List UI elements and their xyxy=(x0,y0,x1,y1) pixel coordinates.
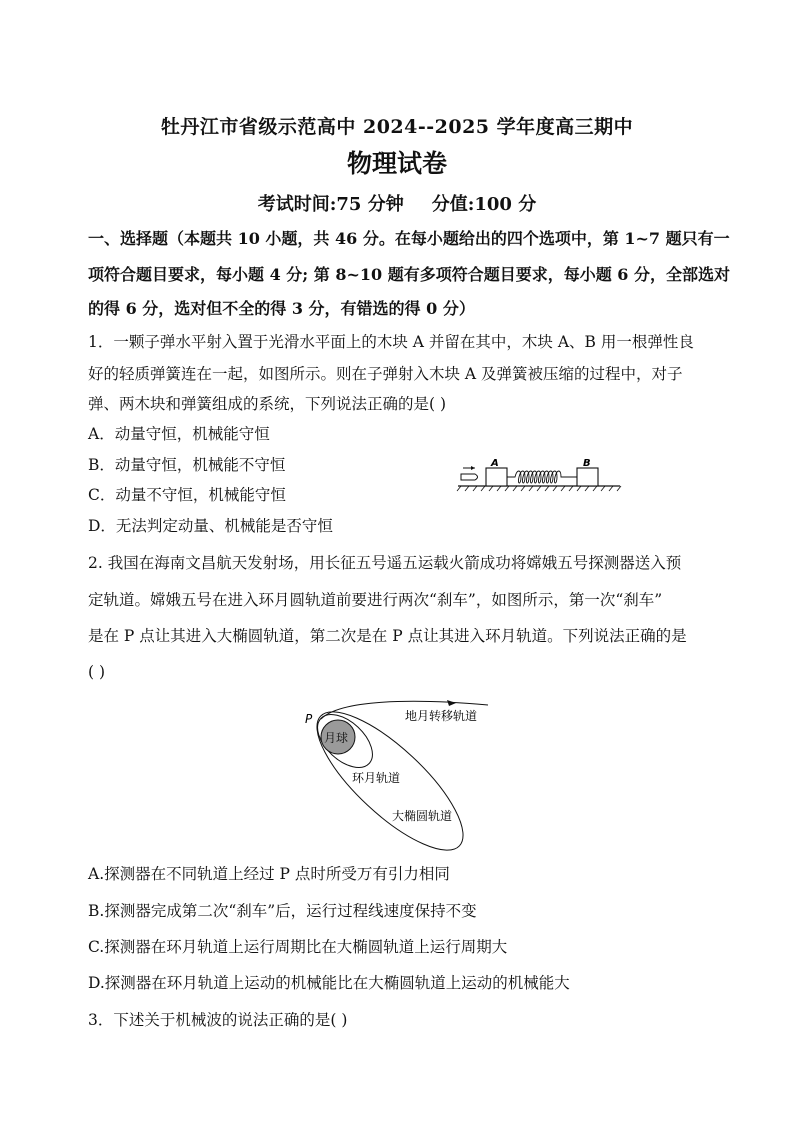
q2-stem-line-3: 是在 P 点让其进入大椭圆轨道，第二次是在 P 点让其进入环月轨道。下列说法正确的是 xyxy=(88,627,687,645)
transfer-arrow-icon xyxy=(447,700,456,706)
bullet-icon xyxy=(461,474,478,480)
exam-info xyxy=(0,190,794,216)
q1-option-a: A．动量守恒，机械能守恒 xyxy=(88,425,270,443)
lunar-orbit-label: 环月轨道 xyxy=(352,771,401,785)
q3-stem-line-1: 3．下述关于机械波的说法正确的是( ) xyxy=(88,1011,348,1029)
q2-orbit-figure xyxy=(300,692,510,857)
transfer-orbit-label: 地月转移轨道 xyxy=(405,709,478,723)
velocity-arrowhead-icon xyxy=(471,466,475,470)
subject-title: 物理试卷 xyxy=(346,149,447,178)
point-p-label: P xyxy=(305,712,313,726)
block-a-label: A xyxy=(491,458,499,469)
section-instructions-line-3: 的得 6 分，选对但不全的得 3 分，有错选的得 0 分） xyxy=(88,299,475,318)
block-b-label: B xyxy=(583,458,591,469)
q2-stem-line-2: 定轨道。嫦娥五号在进入环月圆轨道前要进行两次“刹车”，如图所示，第一次“刹车” xyxy=(88,591,663,609)
section-instructions-line-2: 项符合题目要求，每小题 4 分; 第 8~10 题有多项符合题目要求，每小题 6 分，全部选对 xyxy=(88,265,730,284)
school-title: 牡丹江市省级示范高中 2024--2025 学年度高三期中 xyxy=(160,116,634,138)
q1-spring-block-figure xyxy=(455,455,625,495)
q1-stem-line-1: 1．一颗子弹水平射入置于光滑水平面上的木块 A 并留在其中，木块 A、B 用一根弹性良 xyxy=(88,333,694,351)
q1-option-b: B．动量守恒，机械能不守恒 xyxy=(88,456,286,474)
q2-option-c: C.探测器在环月轨道上运行周期比在大椭圆轨道上运行周期大 xyxy=(88,938,508,956)
spring xyxy=(507,471,577,483)
q2-stem-line-1: 2. 我国在海南文昌航天发射场，用长征五号遥五运载火箭成功将嫦娥五号探测器送入预 xyxy=(88,554,682,572)
q1-stem-line-3: 弹、两木块和弹簧组成的系统，下列说法正确的是( ) xyxy=(88,395,447,413)
q1-stem-line-2: 好的轻质弹簧连在一起，如图所示。则在子弹射入木块 A 及弹簧被压缩的过程中，对子 xyxy=(88,365,683,383)
q2-option-b: B.探测器完成第二次“刹车”后，运行过程线速度保持不变 xyxy=(88,902,477,920)
block-a xyxy=(486,468,507,486)
ground-hatch xyxy=(457,486,621,491)
q1-option-d: D．无法判定动量、机械能是否守恒 xyxy=(88,517,333,535)
q2-option-a: A.探测器在不同轨道上经过 P 点时所受万有引力相同 xyxy=(88,865,450,883)
q2-option-d: D.探测器在环月轨道上运动的机械能比在大椭圆轨道上运动的机械能大 xyxy=(88,974,570,992)
ellipse-orbit-label: 大椭圆轨道 xyxy=(392,809,453,823)
block-b xyxy=(577,468,598,486)
section-instructions-line-1: 一、选择题（本题共 10 小题，共 46 分。在每小题给出的四个选项中，第 1~7 题只有一 xyxy=(88,229,730,248)
q1-option-c: C．动量不守恒，机械能守恒 xyxy=(88,486,286,504)
exam-time: 考试时间:75 分钟 xyxy=(257,194,404,215)
q2-stem-line-4: ( ) xyxy=(88,663,106,681)
full-score: 分值:100 分 xyxy=(431,194,537,215)
moon-label: 月球 xyxy=(324,731,349,745)
